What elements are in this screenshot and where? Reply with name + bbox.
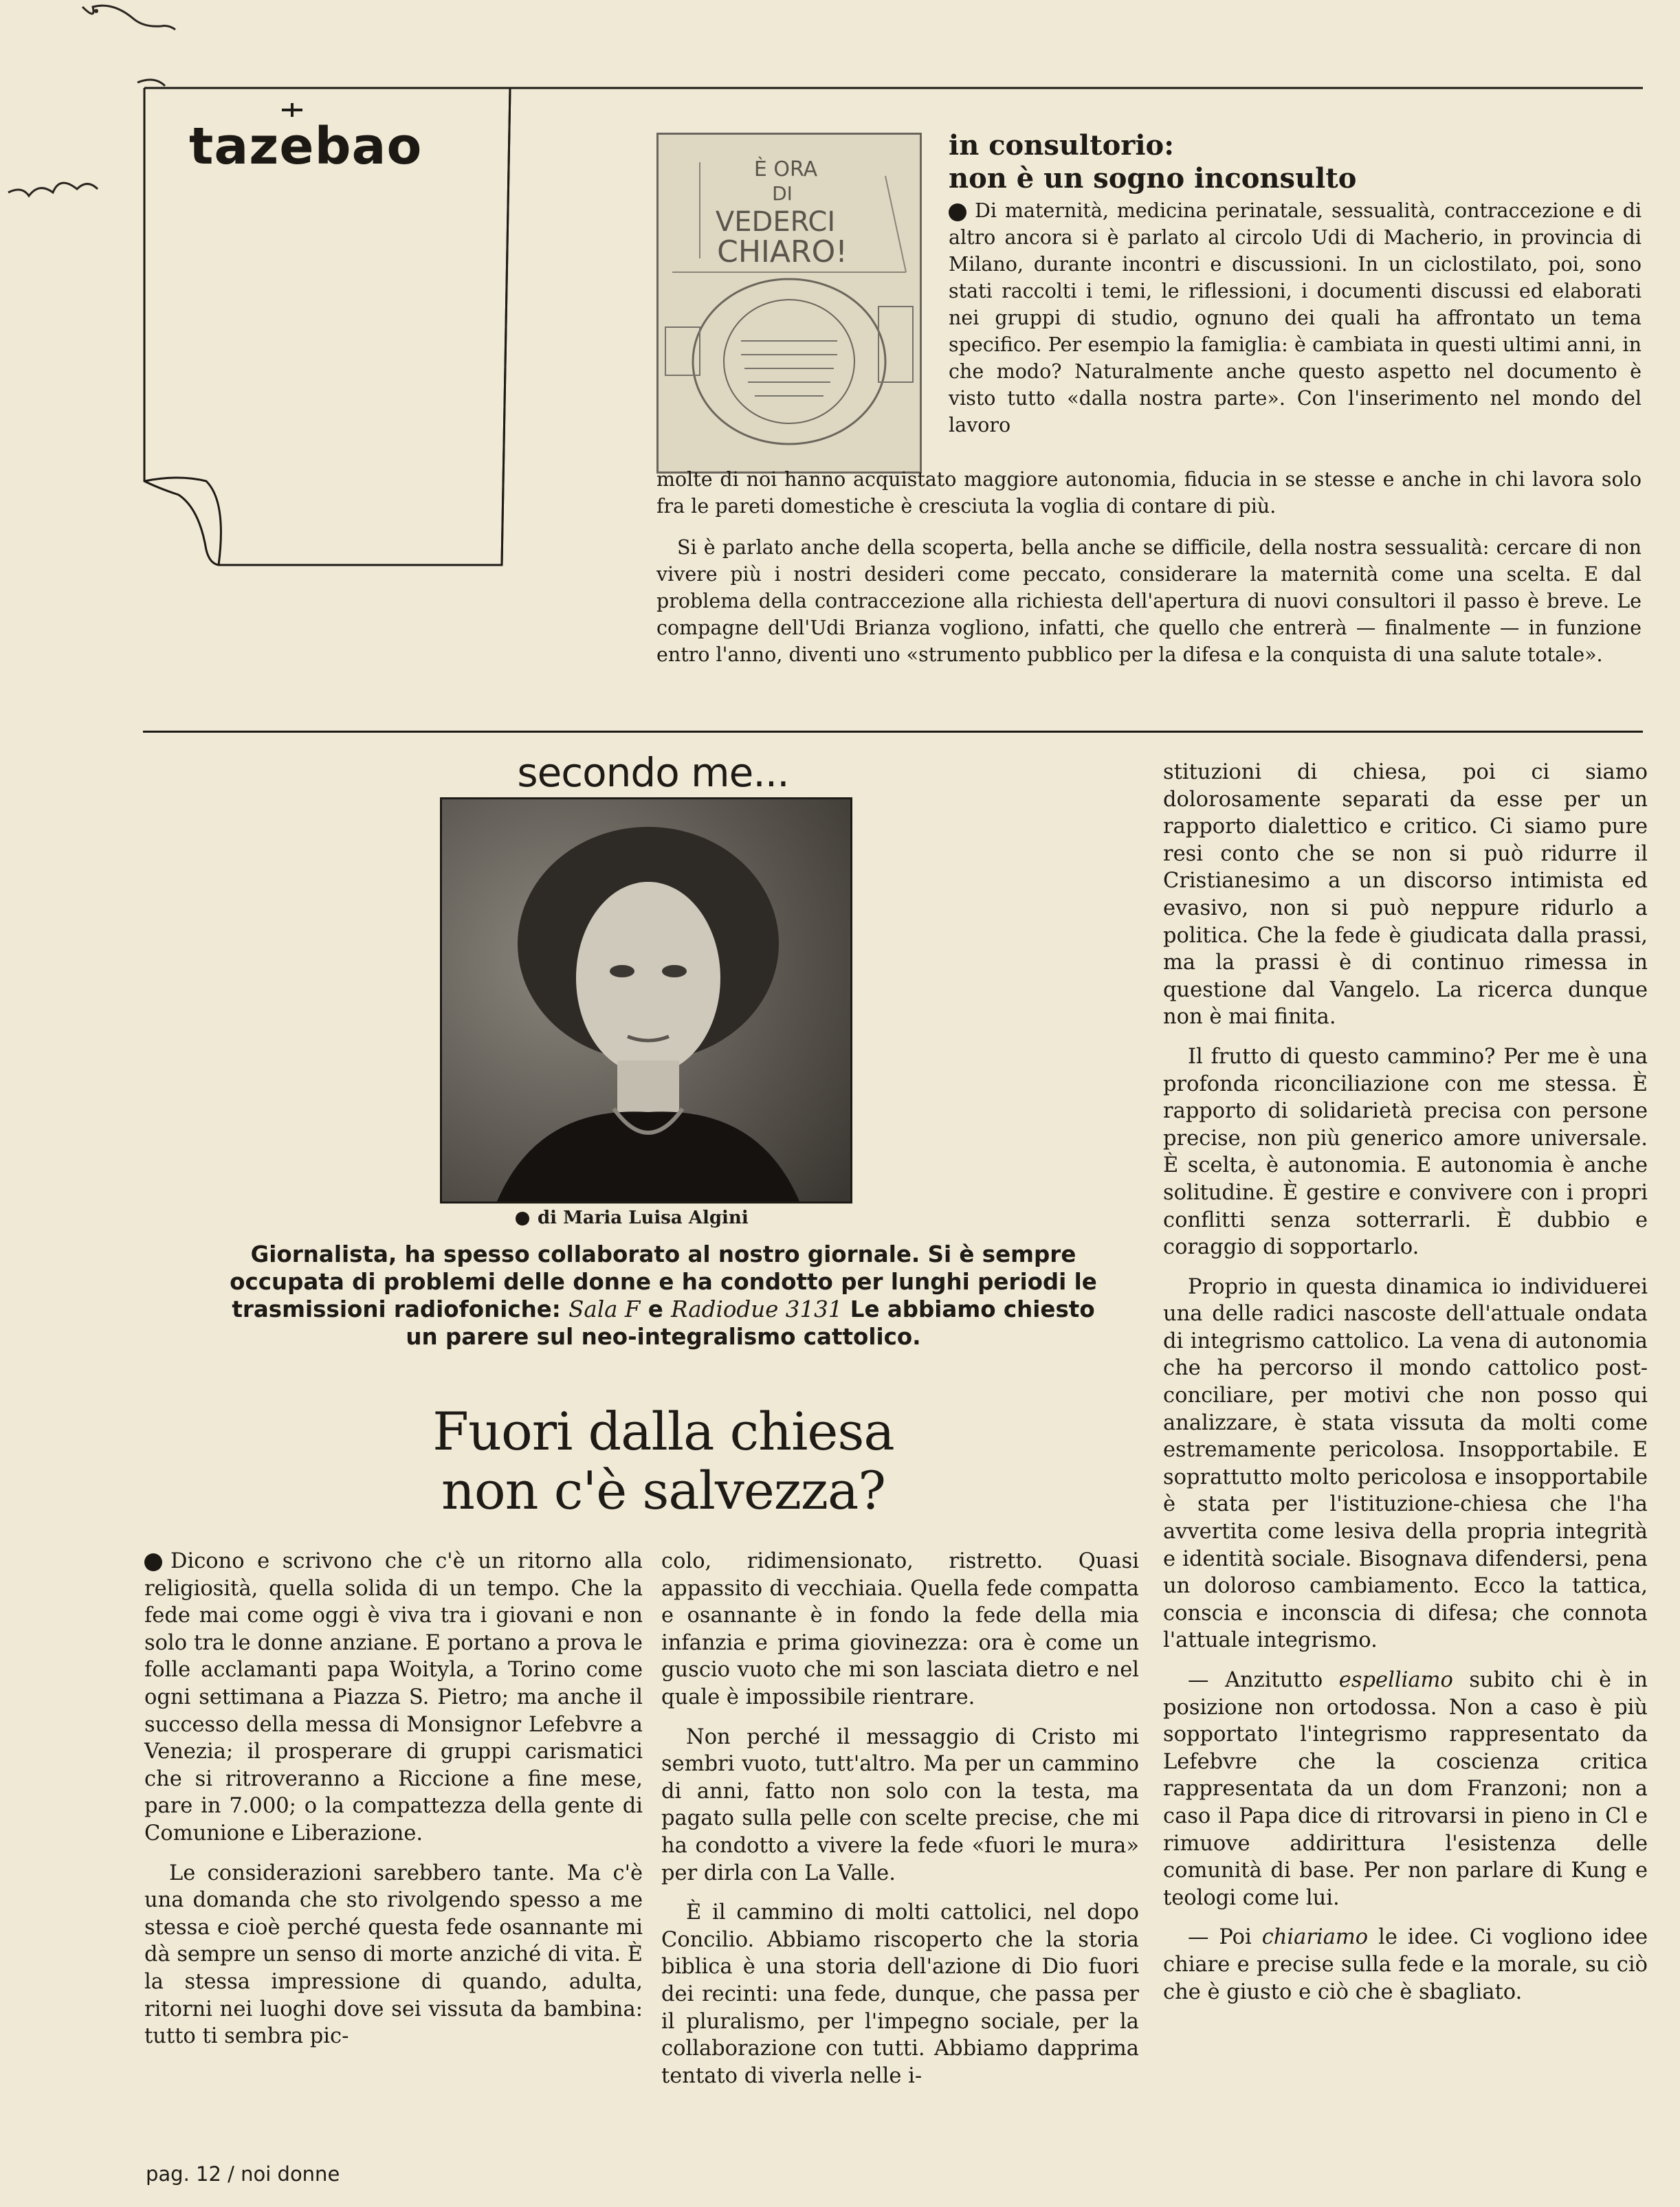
col3-paragraph-4 <box>1163 1667 1648 1911</box>
bullet-icon <box>516 1212 529 1226</box>
col3-p5-pre: — Poi <box>1188 1925 1262 1950</box>
consultorio-title-line2: non è un sogno inconsulto <box>949 162 1357 195</box>
consultorio-para1-text: Di maternità, medicina perinatale, sessualità, contraccezione e di altro ancora si è parlato al circolo Udi di Macherio, in provincia di Milano, durante incontri e discussioni. In un ciclostilato, poi, sono stati raccolti i temi, le riflessioni, i documenti discussi ed elaborati nei gruppi di studio, ognuno dei quali ha affrontato un tema specifico. Per esempio la famiglia: è cambiata in questi ultimi anni, in che modo? Naturalmente anche questo aspetto nel documento è visto tutto «dalla nostra parte». Con l'inserimento nel mondo del lavoro <box>949 199 1642 436</box>
col3-p4-pre: — Anzitutto <box>1188 1668 1339 1692</box>
article-column-1 <box>144 1548 643 2050</box>
sketch-line-4: CHIARO! <box>717 234 848 269</box>
sketch-line-3: VEDERCI <box>715 206 836 238</box>
col3-paragraph-3: Proprio in questa dinamica io individuerei una delle radici nascoste dell'attuale ondata di integrismo cattolico. La vena di autonomia che ha percorso il mondo cattolico post-conciliare, per motivi che non posso qui analizzare, è stata vissuta da molti come estremamente pericolosa. Insopportabile. E soprattutto molto pericolosa e insopportabile è stata per l'istituzione-chiesa che l'ha avvertita come lesiva della propria integrità e identità sociale. Bisognava difendersi, pena un doloroso cambiamento. Ecco la tattica, conscia e inconscia di difesa; che connota l'attuale integrismo. <box>1163 1274 1648 1653</box>
article-headline <box>227 1402 1100 1520</box>
article-column-2 <box>661 1548 1139 2089</box>
consultorio-paragraph-1 <box>949 197 1642 439</box>
col1-paragraph-2: Le considerazioni sarebbero tante. Ma c'è una domanda che sto rivolgendo spesso a me stessa e cioè perché questa fede osannante mi dà sempre un senso di morte anziché di vita. È la stessa impressione di quando, adulta, ritorni nei luoghi dove sei vissuta da bambina: tutto ti sembra pic- <box>144 1861 643 2049</box>
masthead-title: tazebao <box>189 117 423 176</box>
section-kicker: secondo me... <box>517 749 789 796</box>
col2-paragraph-1: colo, ridimensionato, ristretto. Quasi appassito di vecchiaia. Quella fede compatta e osannante è in fondo la fede della mia infanzia e prima giovinezza: ora è come un guscio vuoto che mi son lasciata dietro e nel quale è impossibile rientrare. <box>661 1549 1139 1709</box>
bio-text-2: Le abbiamo chiesto un parere sul neo-integralismo cattolico. <box>406 1296 1095 1350</box>
consultorio-title-line1: in consultorio: <box>949 129 1174 162</box>
consultorio-paragraph-1-continued: molte di noi hanno acquistato maggiore autonomia, fiducia in se stesse e anche in chi lavora solo fra le pareti domestiche è cresciuta la voglia di contare di più. <box>656 468 1642 518</box>
col3-p4-em: espelliamo <box>1338 1668 1453 1692</box>
bullet-icon <box>144 1553 162 1571</box>
col2-paragraph-2: Non perché il messaggio di Cristo mi sembri vuoto, tutt'altro. Ma per un cammino di anni, fatto non solo con la testa, ma pagato sulla pelle con scelte precise, che mi ha condotto a vivere la fede «fuori le mura» per dirla con La Valle. <box>661 1724 1139 1885</box>
col3-paragraph-1: stituzioni di chiesa, poi ci siamo dolorosamente separati da esse per un rapporto dialettico e critico. Ci siamo pure resi conto che se non si può ridurre il Cristianesimo a un discorso intimista ed evasivo, non si può neppure ridurlo a politica. Che la fede è giudicata dalla prassi, ma la prassi è di continuo rimessa in questione dal Vangelo. La ricerca dunque non è mai finita. <box>1163 760 1648 1030</box>
author-bio <box>227 1241 1100 1351</box>
sketch-line-1: È ORA <box>753 157 818 181</box>
page-footer: pag. 12 / noi donne <box>146 2162 340 2186</box>
section-divider <box>143 731 1643 733</box>
col3-p4-post: subito chi è in posizione non ortodossa. Non a caso è più sopportato l'integrismo rappresentato da Lefebvre che la coscienza critica rappresentata da un dom Franzoni; non a caso il Papa dice di ritrovarsi in pieno in Cl e rimuove addirittura l'esistenza delle comunità di base. Per non parlare di Kung e teologi come lui. <box>1163 1668 1648 1910</box>
bio-show-1: Sala F <box>568 1296 641 1322</box>
author-portrait-photo <box>440 797 852 1204</box>
col1-paragraph-1 <box>144 1548 643 1848</box>
author-byline <box>516 1208 859 1228</box>
sketch-line-2: DI <box>772 182 793 205</box>
bio-text-1: Giornalista, ha spesso collaborato al nostro giornale. Si è sempre occupata di problemi delle donne e ha condotto per lunghi periodi le trasmissioni radiofoniche: <box>230 1241 1097 1322</box>
consultorio-sketch-image <box>656 133 922 474</box>
headline-line1: Fuori dalla chiesa <box>432 1401 894 1462</box>
headline-line2: non c'è salvezza? <box>441 1460 886 1521</box>
col1-paragraph-1-text: Dicono e scrivono che c'è un ritorno alla religiosità, quella solida di un tempo. Che la fede mai come oggi è viva tra i giovani e non solo tra le donne anziane. E portano a prova le folle acclamanti papa Woityla, a Torino come ogni settimana a Piazza S. Pietro; ma anche il successo della messa di Monsignor Lefebvre a Venezia; il prosperare di gruppi carismatici che si ritroveranno a Riccione a fine mese, pare in 7.000; o la compattezza della gente di Comunione e Liberazione. <box>144 1549 643 1845</box>
col3-paragraph-2: Il frutto di questo cammino? Per me è una profonda riconciliazione con me stessa. È rapporto di solidarietà precisa con persone precise, non più generico amore universale. È scelta, è autonomia. E autonomia è anche solitudine. È gestire e convivere con i propri conflitti senza sotterrarli. È dubbio e coraggio di sopportarlo. <box>1163 1044 1648 1260</box>
col3-p5-post: le idee. Ci vogliono idee chiare e precise sulla fede e la morale, su ciò che è giusto e ciò che è sbagliato. <box>1163 1925 1648 2004</box>
col3-p5-em: chiariamo <box>1261 1925 1369 1950</box>
bio-show-2: Radiodue 3131 <box>671 1296 843 1322</box>
bullet-icon <box>949 203 966 221</box>
col3-paragraph-5 <box>1163 1924 1648 2006</box>
consultorio-title <box>949 129 1471 195</box>
col2-paragraph-3: È il cammino di molti cattolici, nel dopo Concilio. Abbiamo riscoperto che la storia biblica è una storia dell'azione di Dio fuori dei recinti: una fede, dunque, che passa per il pluralismo, per l'impegno sociale, per la collaborazione con tutti. Abbiamo dapprima tentato di viverla nelle i- <box>661 1900 1139 2088</box>
article-column-3 <box>1163 759 1648 2006</box>
bio-and: e <box>640 1296 672 1322</box>
byline-text: di Maria Luisa Algini <box>538 1208 749 1228</box>
consultorio-paragraph-2: Si è parlato anche della scoperta, bella anche se difficile, della nostra sessualità: cercare di non vivere più i nostri desideri come peccato, considerare la maternità come una scelta. E dal problema della contraccezione alla richiesta dell'apertura di nuovi consultori il passo è breve. Le compagne dell'Udi Brianza vogliono, infatti, che quello che entrerà — finalmente — in funzione entro l'anno, diventi uno «strumento pubblico per la difesa e la conquista di una salute totale». <box>656 536 1642 666</box>
